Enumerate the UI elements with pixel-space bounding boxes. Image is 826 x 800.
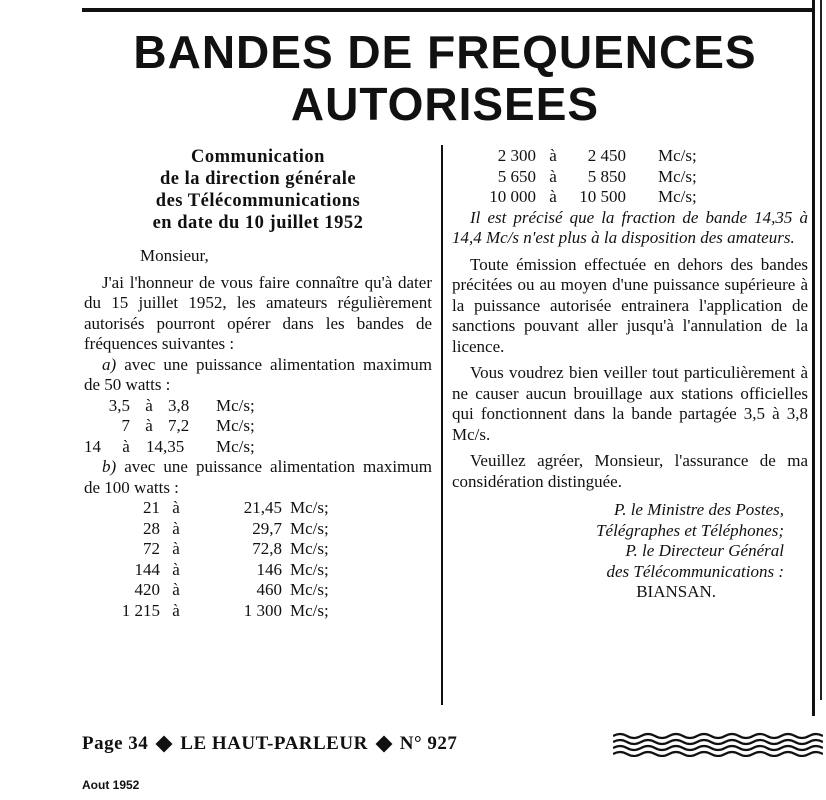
signature-line2: Télégraphes et Téléphones; — [596, 520, 784, 540]
band-to: 5 850 — [587, 166, 626, 186]
bands-b-list — [84, 498, 432, 621]
band-unit: Mc/s; — [290, 518, 329, 538]
column-divider — [441, 145, 443, 705]
bands-c-list — [452, 146, 808, 208]
signatory-name: BIANSAN. — [636, 582, 716, 601]
band-unit: Mc/s; — [658, 166, 697, 186]
right-border-rule — [812, 0, 815, 716]
band-row — [84, 601, 432, 622]
band-row — [452, 187, 808, 208]
communication-heading — [84, 146, 432, 234]
article-title-line1: BANDES DE FREQUENCES — [133, 26, 757, 78]
band-row — [452, 146, 808, 167]
signature-line4: des Télécommunications : — [606, 561, 784, 581]
band-sep: à — [172, 498, 180, 517]
signature-line1: P. le Ministre des Postes, — [614, 500, 784, 519]
band-row — [84, 437, 432, 458]
band-unit: Mc/s; — [658, 187, 697, 206]
band-to: 72,8 — [252, 539, 282, 558]
band-row — [84, 519, 432, 540]
dateline: Aout 1952 — [82, 778, 140, 792]
band-to: 1 300 — [243, 600, 282, 620]
band-to: 146 — [256, 559, 282, 579]
band-unit: Mc/s; — [290, 498, 329, 517]
wave-ornament-icon — [613, 731, 823, 757]
band-sep: à — [172, 559, 180, 579]
band-sep: à — [172, 539, 180, 558]
page-footer — [82, 733, 622, 755]
band-unit: Mc/s; — [216, 416, 255, 435]
band-sep: à — [549, 146, 557, 165]
band-to: 7,2 — [168, 416, 190, 435]
band-row — [84, 560, 432, 581]
band-to: 21,45 — [243, 498, 282, 517]
band-unit: Mc/s; — [290, 600, 329, 620]
heading-line3: des Télécommunications — [155, 191, 361, 211]
heading-line2: de la direction générale — [159, 169, 357, 189]
band-to: 3,8 — [168, 395, 190, 415]
magazine-name: LE HAUT-PARLEUR — [180, 733, 368, 754]
right-column — [452, 146, 808, 603]
band-unit: Mc/s; — [216, 395, 255, 415]
band-sep: à — [172, 580, 180, 599]
band-unit: Mc/s; — [658, 146, 697, 165]
note-paragraph: Il est précisé que la fraction de bande 14,35 à 14,4 Mc/s n'est plus à la disposition des amateurs. — [452, 207, 808, 247]
section-b-marker: b) — [102, 457, 117, 476]
top-rule — [82, 8, 812, 12]
band-row — [84, 396, 432, 417]
signature-block — [452, 500, 808, 603]
section-a-paragraph — [84, 355, 432, 396]
band-row — [84, 580, 432, 601]
band-row — [84, 498, 432, 519]
heading-line4: en date du 10 juillet 1952 — [152, 213, 364, 233]
band-from: 2 300 — [497, 146, 536, 165]
band-to: 14,35 — [146, 436, 185, 456]
band-sep: à — [145, 416, 153, 435]
page-number: Page 34 — [82, 733, 149, 754]
heading-line1: Communication — [191, 147, 325, 167]
issue-number: N° 927 — [399, 733, 458, 754]
band-to: 460 — [256, 580, 282, 599]
section-a-text: avec une puissance alimentation maximum de 50 watts : — [84, 354, 432, 394]
emission-paragraph: Toute émission effectuée en dehors des bandes précitées ou au moyen d'une puissance supérieure à la puissance autorisée entrainera l'application de sanctions pouvant aller jusqu'à l'annulation de la licence. — [452, 254, 808, 356]
band-to: 29,7 — [252, 518, 282, 538]
band-sep: à — [172, 518, 180, 538]
band-from: 1 215 — [121, 600, 160, 620]
band-row — [84, 539, 432, 560]
bands-a-list — [84, 396, 432, 458]
band-sep: à — [172, 600, 180, 620]
band-from: 3,5 — [108, 395, 130, 415]
band-sep: à — [122, 436, 130, 456]
band-unit: Mc/s; — [216, 436, 255, 456]
band-to: 2 450 — [587, 146, 626, 165]
band-sep: à — [549, 187, 557, 206]
band-to: 10 500 — [579, 187, 626, 206]
greeting: Monsieur, — [140, 246, 209, 265]
signature-line3: P. le Directeur Général — [625, 541, 784, 560]
band-unit: Mc/s; — [290, 539, 329, 558]
band-sep: à — [549, 166, 557, 186]
closing-paragraph: Veuillez agréer, Monsieur, l'assurance de ma considération distinguée. — [452, 451, 808, 491]
band-from: 28 — [143, 518, 160, 538]
diamond-separator-icon — [156, 736, 173, 753]
band-from: 420 — [134, 580, 160, 599]
band-unit: Mc/s; — [290, 559, 329, 579]
diamond-separator-icon — [375, 736, 392, 753]
band-from: 5 650 — [497, 166, 536, 186]
band-unit: Mc/s; — [290, 580, 329, 599]
right-border-rule-secondary — [820, 0, 822, 700]
band-from: 7 — [121, 416, 130, 435]
section-b-text: avec une puissance alimentation maximum de 100 watts : — [84, 457, 432, 497]
band-row — [84, 416, 432, 437]
band-from: 14 — [84, 436, 101, 456]
intro-paragraph: J'ai l'honneur de vous faire connaître qu'à dater du 15 juillet 1952, les amateurs régulièrement autorisés pourront opérer dans les bandes de fréquences suivantes : — [84, 272, 432, 353]
band-from: 21 — [143, 498, 160, 517]
article-title-line2: AUTORISEES — [290, 78, 600, 130]
band-from: 144 — [134, 559, 160, 579]
band-from: 72 — [143, 539, 160, 558]
left-column — [84, 146, 432, 621]
band-from: 10 000 — [489, 187, 536, 206]
brouillage-paragraph: Vous voudrez bien veiller tout particulièrement à ne causer aucun brouillage aux stations officielles qui fonctionnent dans la bande partagée 3,5 à 3,8 Mc/s. — [452, 363, 808, 444]
section-b-paragraph — [84, 457, 432, 498]
band-sep: à — [145, 395, 153, 415]
section-a-marker: a) — [102, 354, 117, 374]
band-row — [452, 167, 808, 188]
